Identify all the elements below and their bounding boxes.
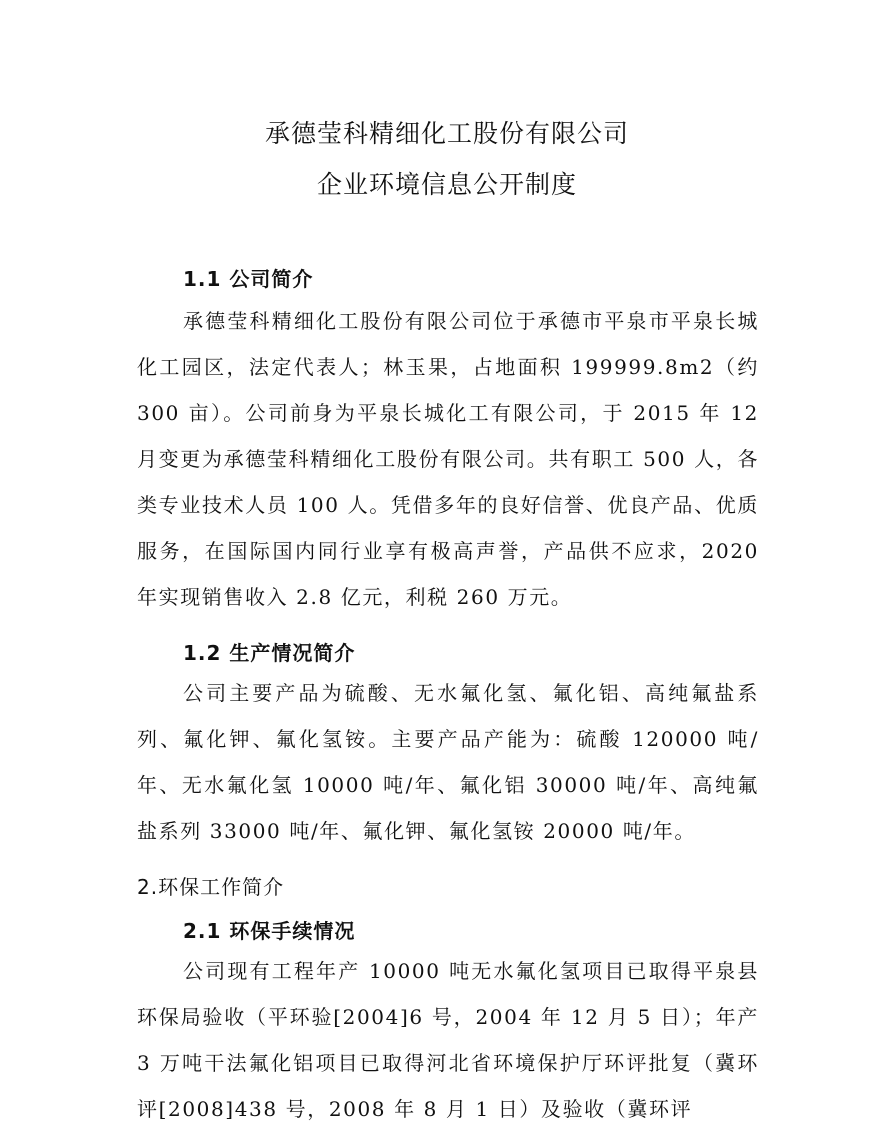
section-body-1-2: 公司主要产品为硫酸、无水氟化氢、氟化铝、高纯氟盐系列、氟化钾、氟化氢铵。主要产品产能为：硫酸 120000 吨/年、无水氟化氢 10000 吨/年、氟化铝 30000 吨/年、高纯氟盐系列 33000 吨/年、氟化钾、氟化氢铵 20000 吨/年。: [137, 681, 759, 843]
section-heading-1-1: 1.1 公司简介: [183, 267, 314, 291]
section-body-2-1-clip: [137, 948, 759, 1128]
section-body-2-1: 公司现有工程年产 10000 吨无水氟化氢项目已取得平泉县环保局验收（平环验[2004]6 号，2004 年 12 月 5 日）；年产 3 万吨干法氟化铝项目已取得河北省环境保护厅环评批复（冀环评[2008]438 号，2008 年 8 月 1 日）及验收（冀环评: [137, 959, 759, 1121]
document-title-subject: 企业环境信息公开制度: [316, 170, 577, 199]
section-body-1-1: 承德莹科精细化工股份有限公司位于承德市平泉市平泉长城化工园区，法定代表人；林玉果，占地面积 199999.8m2（约 300 亩）。公司前身为平泉长城化工有限公司，于 2015 年 12 月变更为承德莹科精细化工股份有限公司。共有职工 500 人，各类专业技术人员 100 人。凭借多年的良好信誉、优良产品、优质服务，在国际国内同行业享有极高声誉，产品供不应求，2020 年实现销售收入 2.8 亿元，利税 260 万元。: [137, 309, 759, 609]
section-heading-2: 2.环保工作简介: [137, 875, 285, 899]
section-heading-1-2: 1.2 生产情况简介: [183, 641, 356, 665]
section-heading-2-1: 2.1 环保手续情况: [183, 919, 356, 943]
document-title-company: 承德莹科精细化工股份有限公司: [264, 119, 629, 148]
